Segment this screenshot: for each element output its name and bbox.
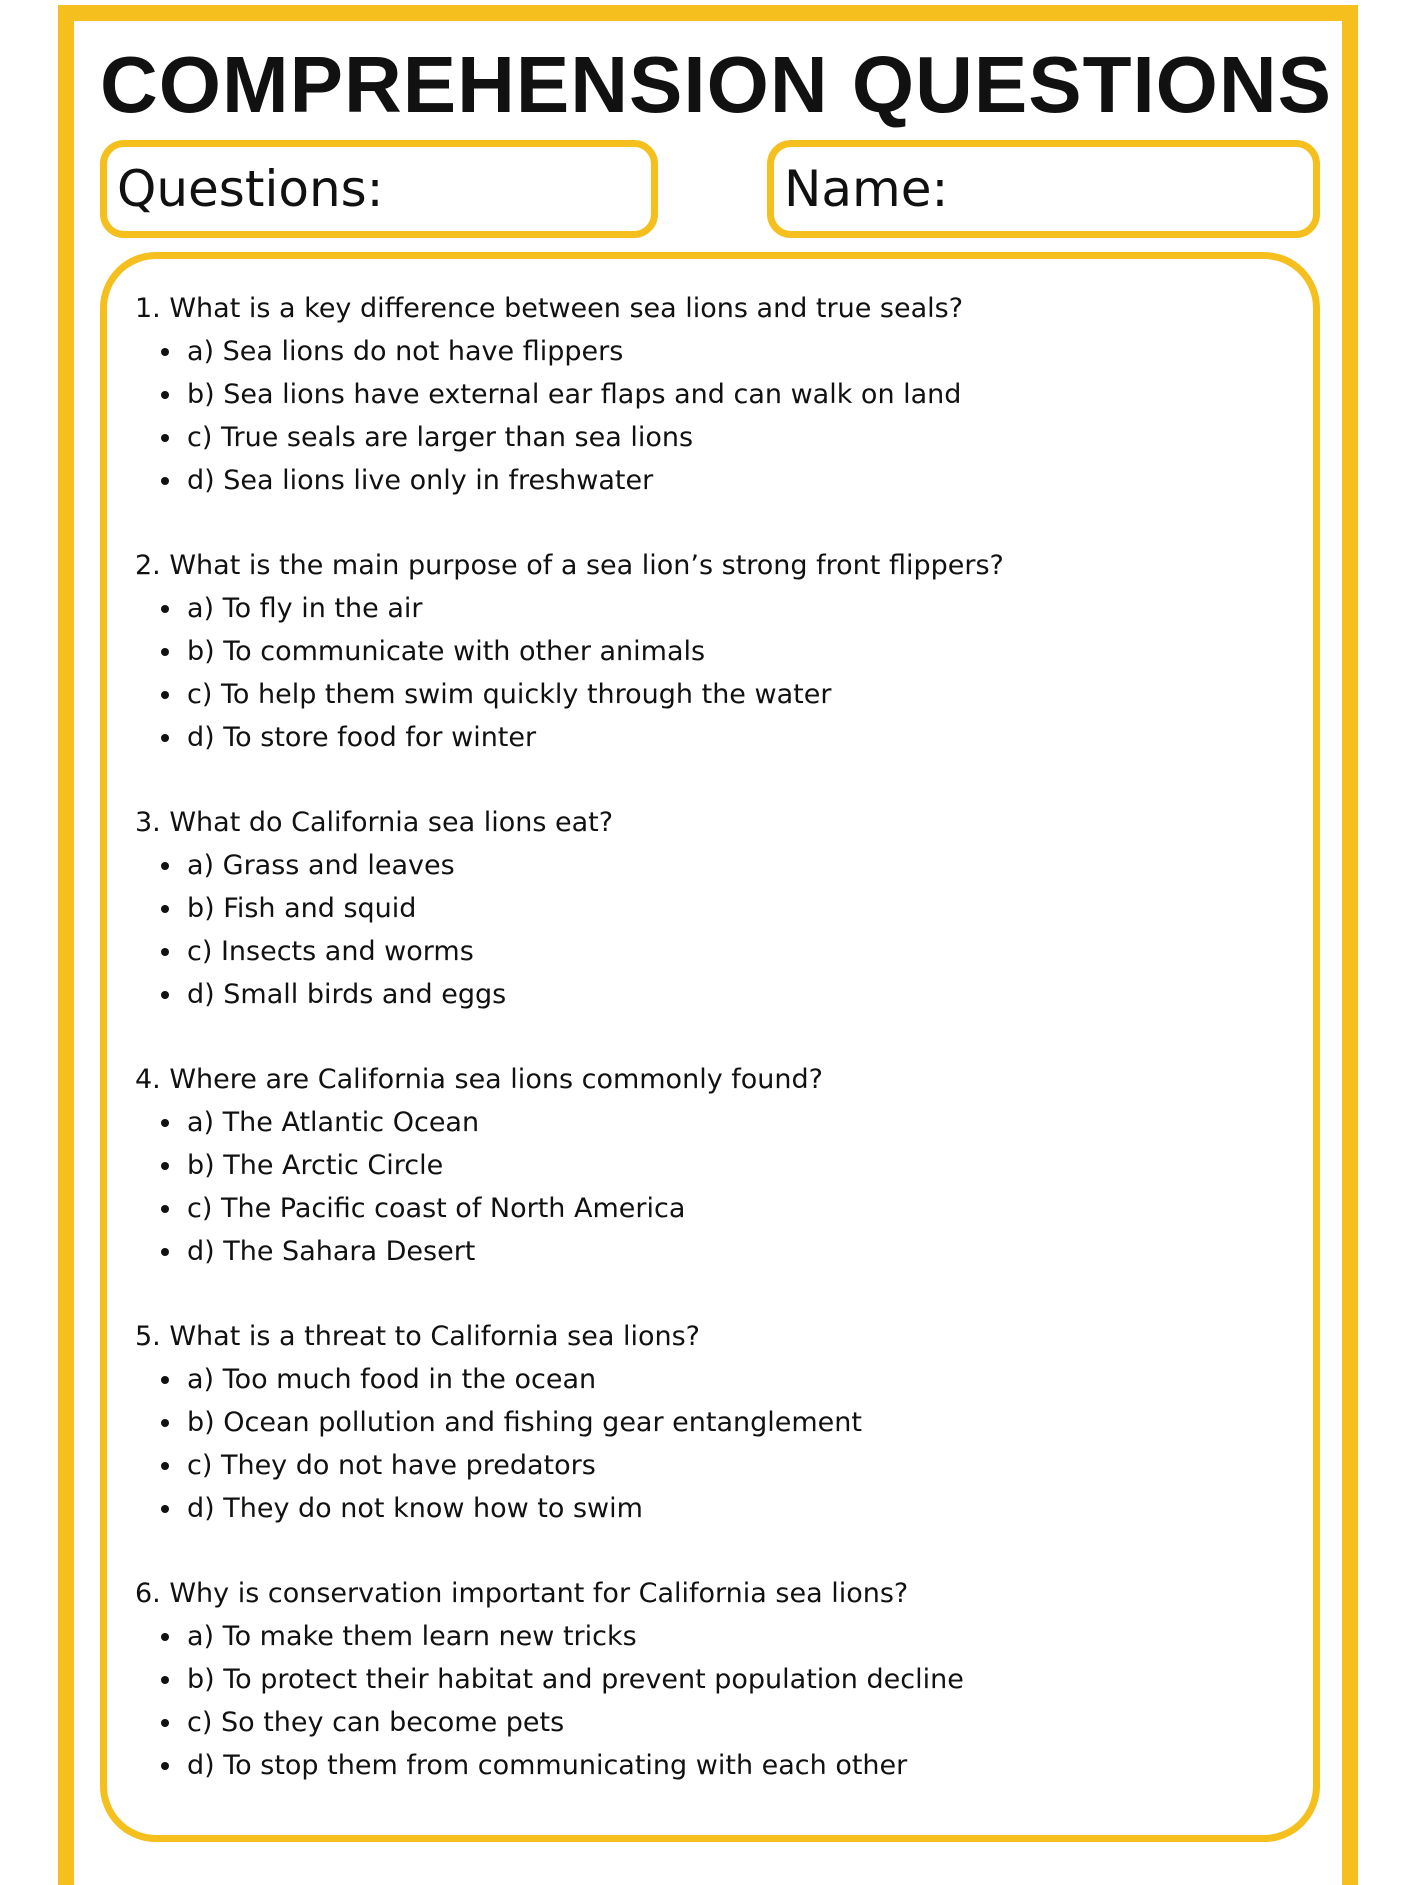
option-text: d) They do not know how to swim <box>187 1493 643 1524</box>
answer-option <box>135 459 1295 502</box>
option-text: c) To help them swim quickly through the water <box>187 679 832 710</box>
answer-option <box>135 416 1295 459</box>
answer-options <box>135 330 1295 502</box>
option-text: c) Insects and worms <box>187 936 474 967</box>
bullet-icon <box>161 1162 169 1170</box>
bullet-icon <box>161 948 169 956</box>
bullet-icon <box>161 734 169 742</box>
answer-options <box>135 844 1295 1016</box>
option-text: d) The Sahara Desert <box>187 1236 476 1267</box>
answer-option <box>135 887 1295 930</box>
questions-label: Questions: <box>117 160 384 218</box>
answer-option <box>135 373 1295 416</box>
option-text: a) To make them learn new tricks <box>187 1621 637 1652</box>
bullet-icon <box>161 991 169 999</box>
option-text: d) Sea lions live only in freshwater <box>187 465 654 496</box>
bullet-icon <box>161 1248 169 1256</box>
option-text: b) The Arctic Circle <box>187 1150 444 1181</box>
option-text: b) Ocean pollution and fishing gear entanglement <box>187 1407 862 1438</box>
bullet-icon <box>161 905 169 913</box>
answer-option <box>135 1658 1295 1701</box>
answer-option <box>135 1358 1295 1401</box>
questions-field[interactable] <box>100 140 658 238</box>
answer-option <box>135 1487 1295 1530</box>
question-3 <box>135 801 1295 1016</box>
answer-option <box>135 1144 1295 1187</box>
option-text: d) To stop them from communicating with each other <box>187 1750 908 1781</box>
answer-option <box>135 587 1295 630</box>
name-field[interactable] <box>767 140 1320 238</box>
answer-option <box>135 930 1295 973</box>
answer-option <box>135 1444 1295 1487</box>
answer-option <box>135 630 1295 673</box>
bullet-icon <box>161 1633 169 1641</box>
bullet-icon <box>161 1119 169 1127</box>
option-text: a) Grass and leaves <box>187 850 455 881</box>
bullet-icon <box>161 1719 169 1727</box>
bullet-icon <box>161 348 169 356</box>
question-text: 2. What is the main purpose of a sea lion’s strong front flippers? <box>135 550 1004 581</box>
question-6 <box>135 1572 1295 1787</box>
bullet-icon <box>161 1676 169 1684</box>
option-text: b) Fish and squid <box>187 893 417 924</box>
name-label: Name: <box>784 160 949 218</box>
answer-option <box>135 1230 1295 1273</box>
question-5 <box>135 1315 1295 1530</box>
bullet-icon <box>161 434 169 442</box>
option-text: a) Too much food in the ocean <box>187 1364 597 1395</box>
question-2 <box>135 544 1295 759</box>
answer-option <box>135 973 1295 1016</box>
option-text: c) True seals are larger than sea lions <box>187 422 694 453</box>
option-text: b) To protect their habitat and prevent population decline <box>187 1664 964 1695</box>
question-text: 3. What do California sea lions eat? <box>135 807 614 838</box>
answer-option <box>135 1744 1295 1787</box>
answer-options <box>135 1101 1295 1273</box>
answer-option <box>135 330 1295 373</box>
option-text: b) Sea lions have external ear flaps and can walk on land <box>187 379 962 410</box>
answer-option <box>135 1701 1295 1744</box>
bullet-icon <box>161 1205 169 1213</box>
bullet-icon <box>161 648 169 656</box>
bullet-icon <box>161 1376 169 1384</box>
option-text: b) To communicate with other animals <box>187 636 706 667</box>
bullet-icon <box>161 605 169 613</box>
answer-option <box>135 1187 1295 1230</box>
answer-option <box>135 844 1295 887</box>
bullet-icon <box>161 477 169 485</box>
answer-options <box>135 1615 1295 1787</box>
answer-option <box>135 1615 1295 1658</box>
question-text: 5. What is a threat to California sea lions? <box>135 1321 700 1352</box>
answer-options <box>135 1358 1295 1530</box>
questions-panel <box>100 252 1320 1842</box>
answer-options <box>135 587 1295 759</box>
bullet-icon <box>161 862 169 870</box>
option-text: d) Small birds and eggs <box>187 979 507 1010</box>
page-title: COMPREHENSION QUESTIONS <box>100 40 1333 129</box>
answer-option <box>135 1101 1295 1144</box>
option-text: c) The Pacific coast of North America <box>187 1193 686 1224</box>
question-4 <box>135 1058 1295 1273</box>
bullet-icon <box>161 1419 169 1427</box>
option-text: a) To fly in the air <box>187 593 423 624</box>
answer-option <box>135 716 1295 759</box>
option-text: c) So they can become pets <box>187 1707 565 1738</box>
option-text: a) The Atlantic Ocean <box>187 1107 480 1138</box>
question-text: 6. Why is conservation important for California sea lions? <box>135 1578 909 1609</box>
bullet-icon <box>161 1462 169 1470</box>
option-text: a) Sea lions do not have flippers <box>187 336 624 367</box>
bullet-icon <box>161 391 169 399</box>
question-text: 1. What is a key difference between sea lions and true seals? <box>135 293 964 324</box>
bullet-icon <box>161 1505 169 1513</box>
question-1 <box>135 287 1295 502</box>
bullet-icon <box>161 1762 169 1770</box>
bullet-icon <box>161 691 169 699</box>
answer-option <box>135 673 1295 716</box>
question-text: 4. Where are California sea lions commonly found? <box>135 1064 823 1095</box>
option-text: d) To store food for winter <box>187 722 537 753</box>
option-text: c) They do not have predators <box>187 1450 596 1481</box>
answer-option <box>135 1401 1295 1444</box>
